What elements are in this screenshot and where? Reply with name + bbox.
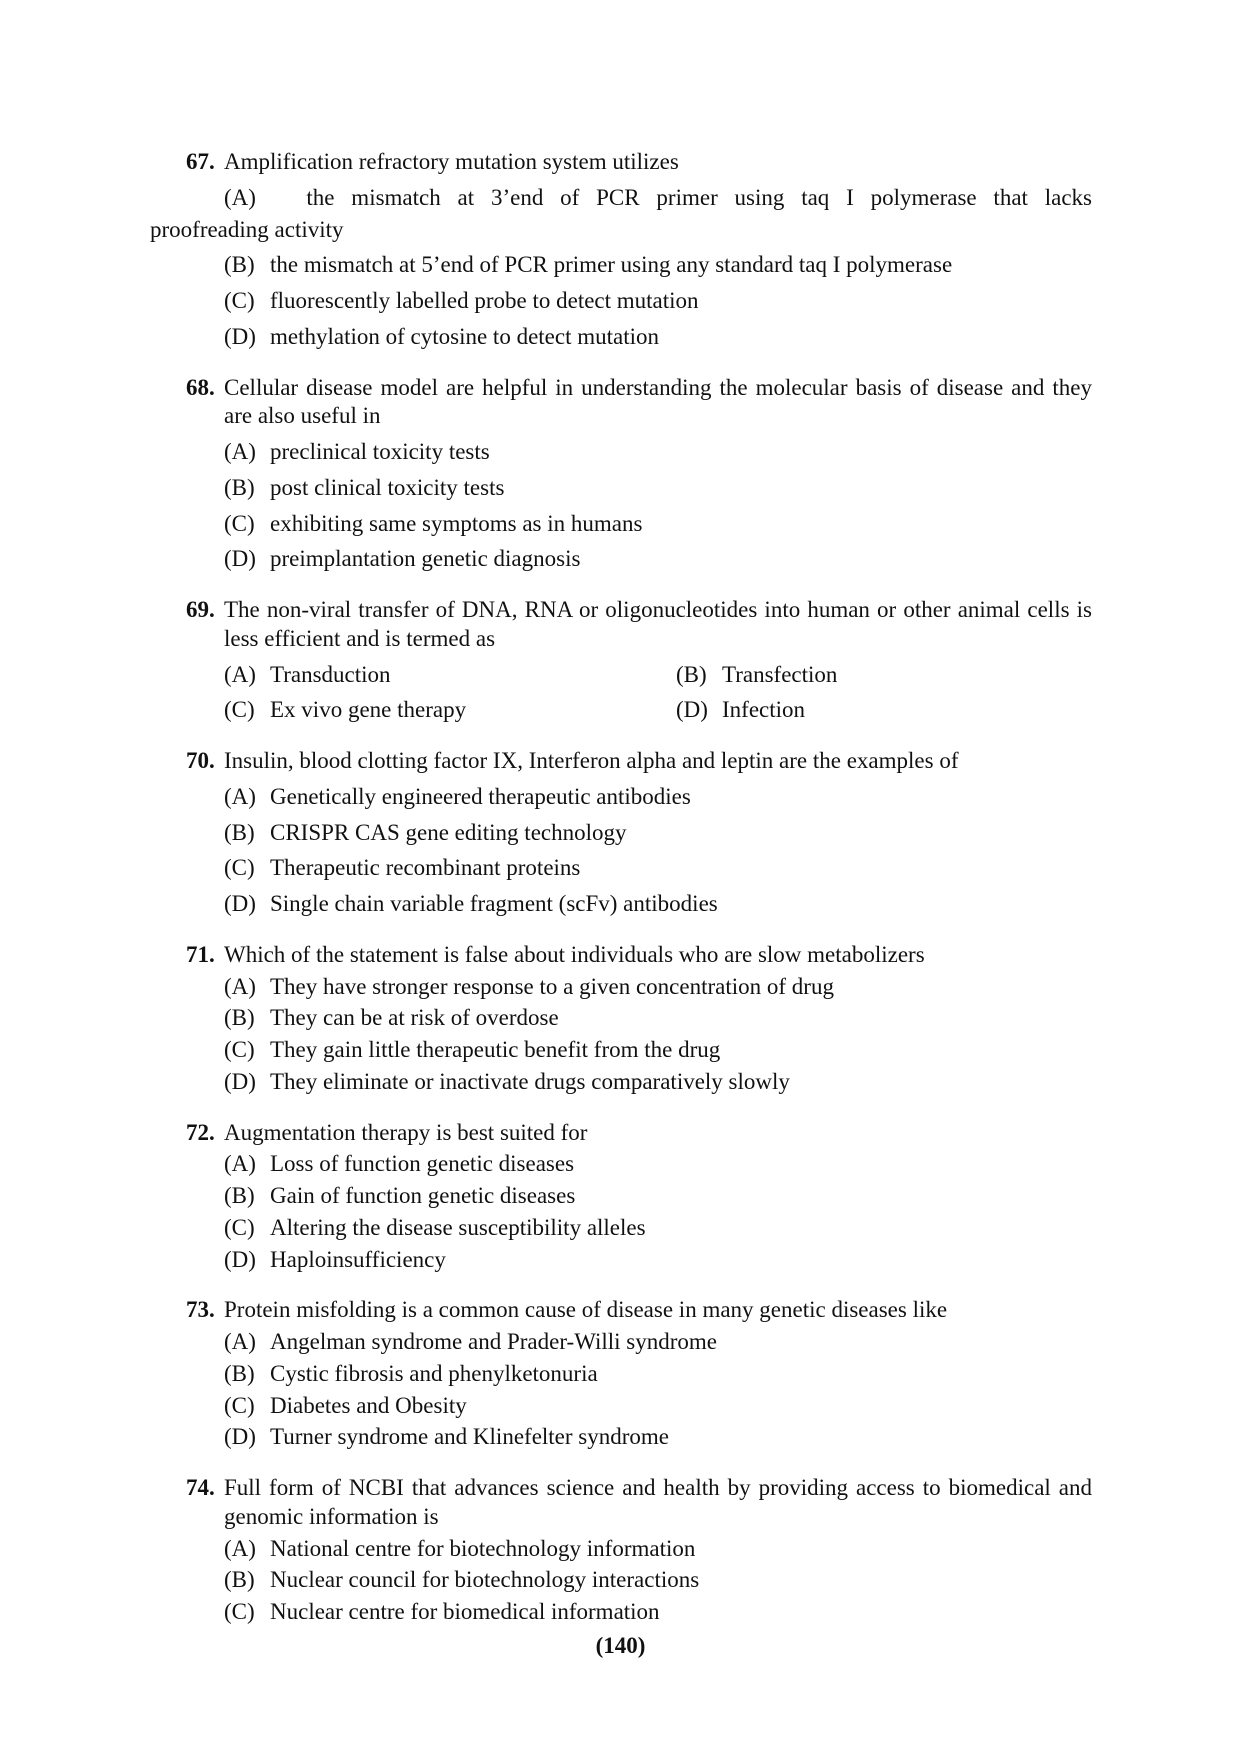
page-number: (140)	[595, 1633, 646, 1658]
option-text: National centre for biotechnology information	[270, 1535, 696, 1561]
option-text: Single chain variable fragment (scFv) antibodies	[270, 891, 718, 916]
option-text: preimplantation genetic diagnosis	[270, 546, 581, 572]
option-text: Altering the disease susceptibility alleles	[270, 1214, 646, 1240]
option-label: (C)	[224, 855, 255, 881]
question-74	[150, 1474, 1092, 1627]
option-text: Haploinsufficiency	[270, 1246, 446, 1272]
option-label: (C)	[224, 697, 255, 723]
option-text: Therapeutic recombinant proteins	[270, 855, 581, 881]
option-c	[150, 1036, 1092, 1065]
question-stem	[150, 374, 1092, 432]
question-stem	[150, 1474, 1092, 1532]
question-number: 72.	[186, 1119, 215, 1145]
question-number: 68.	[186, 374, 215, 400]
question-68	[150, 374, 1092, 575]
option-d	[150, 890, 1092, 919]
option-label: (A)	[224, 973, 256, 999]
option-text: Cystic fibrosis and phenylketonuria	[270, 1360, 598, 1386]
question-text: Augmentation therapy is best suited for	[224, 1119, 588, 1145]
option-text: post clinical toxicity tests	[270, 474, 505, 500]
question-number: 67.	[186, 149, 215, 174]
option-label: (C)	[224, 510, 255, 536]
option-text: They can be at risk of overdose	[270, 1005, 559, 1031]
option-a	[224, 661, 676, 690]
option-label: (D)	[676, 697, 708, 723]
option-text: They eliminate or inactivate drugs comparatively slowly	[270, 1068, 790, 1094]
option-b	[150, 1566, 1092, 1595]
option-label: (B)	[224, 1567, 255, 1593]
option-label: (C)	[224, 288, 255, 313]
option-c	[150, 1598, 1092, 1627]
option-b	[150, 819, 1092, 848]
option-text: Loss of function genetic diseases	[270, 1151, 575, 1177]
option-c	[150, 1392, 1092, 1421]
option-label: (D)	[224, 1424, 256, 1450]
question-stem	[150, 148, 1092, 177]
option-label: (B)	[224, 819, 255, 845]
option-label: (B)	[224, 1183, 255, 1208]
option-b	[676, 661, 1092, 690]
option-text: They have stronger response to a given concentration of drug	[270, 973, 834, 999]
question-70	[150, 747, 1092, 919]
option-b	[150, 474, 1092, 503]
option-a	[150, 1328, 1092, 1357]
option-c	[150, 854, 1092, 883]
option-d	[150, 545, 1092, 574]
question-text: Cellular disease model are helpful in understanding the molecular basis of disease and they are also useful in	[224, 374, 1092, 429]
option-label: (D)	[224, 891, 256, 916]
option-text: Angelman syndrome and Prader-Willi syndrome	[270, 1329, 718, 1354]
option-text: Nuclear centre for biomedical information	[270, 1599, 660, 1624]
option-label: (B)	[676, 661, 707, 687]
question-text: Insulin, blood clotting factor IX, Interferon alpha and leptin are the examples of	[224, 748, 959, 773]
option-label: (B)	[224, 474, 255, 500]
option-text: They gain little therapeutic benefit from the drug	[270, 1037, 721, 1062]
option-d	[150, 1423, 1092, 1452]
option-c	[150, 287, 1092, 316]
option-text: Infection	[722, 697, 806, 723]
option-text: CRISPR CAS gene editing technology	[270, 819, 627, 845]
option-a	[150, 973, 1092, 1002]
option-b	[150, 251, 1092, 280]
question-stem	[150, 596, 1092, 654]
option-label: (A)	[224, 184, 256, 210]
option-label: (D)	[224, 1068, 256, 1094]
option-label: (B)	[224, 1360, 255, 1386]
option-d	[676, 696, 1092, 725]
option-d	[150, 1246, 1092, 1275]
option-label: (C)	[224, 1214, 255, 1240]
question-72	[150, 1119, 1092, 1275]
option-text: Transfection	[722, 661, 838, 687]
option-b	[150, 1004, 1092, 1033]
question-text: Amplification refractory mutation system utilizes	[224, 149, 679, 174]
option-text: Ex vivo gene therapy	[270, 697, 467, 723]
option-text: Nuclear council for biotechnology interactions	[270, 1567, 700, 1593]
option-label: (A)	[224, 439, 256, 464]
option-label: (A)	[224, 661, 256, 687]
option-c	[150, 1214, 1092, 1243]
option-b	[150, 1182, 1092, 1211]
option-text: methylation of cytosine to detect mutation	[270, 323, 659, 349]
option-text: preclinical toxicity tests	[270, 439, 490, 464]
option-d	[150, 323, 1092, 352]
option-text: Genetically engineered therapeutic antibodies	[270, 783, 691, 809]
option-label: (B)	[224, 252, 255, 278]
option-label: (A)	[224, 1535, 256, 1561]
option-a	[150, 438, 1092, 467]
question-text: Full form of NCBI that advances science and health by providing access to biomedical and genomic information is	[224, 1475, 1092, 1529]
option-c	[224, 696, 676, 725]
question-number: 69.	[186, 597, 215, 622]
question-text: The non-viral transfer of DNA, RNA or oligonucleotides into human or other animal cells is less efficient and is termed as	[224, 597, 1092, 651]
option-text: Diabetes and Obesity	[270, 1392, 467, 1418]
option-a	[150, 184, 1092, 213]
question-page	[150, 148, 1092, 1649]
option-c	[150, 510, 1092, 539]
question-stem	[150, 1119, 1092, 1148]
question-stem	[150, 1296, 1092, 1325]
option-label: (D)	[224, 546, 256, 572]
option-label: (D)	[224, 323, 256, 349]
option-text: the mismatch at 5’end of PCR primer using any standard taq I polymerase	[270, 252, 953, 278]
option-label: (A)	[224, 1151, 256, 1177]
option-label: (D)	[224, 1246, 256, 1272]
option-label: (A)	[224, 1329, 256, 1354]
option-a	[150, 1535, 1092, 1564]
question-73	[150, 1296, 1092, 1452]
option-text: exhibiting same symptoms as in humans	[270, 510, 643, 536]
option-label: (C)	[224, 1599, 255, 1624]
option-label: (A)	[224, 783, 256, 809]
option-a	[150, 1150, 1092, 1179]
option-b	[150, 1360, 1092, 1389]
question-number: 71.	[186, 941, 215, 967]
question-stem	[150, 747, 1092, 776]
option-grid	[150, 661, 1092, 726]
option-text: Gain of function genetic diseases	[270, 1183, 576, 1208]
question-stem	[150, 941, 1092, 970]
question-67	[150, 148, 1092, 352]
question-number: 73.	[186, 1297, 215, 1323]
option-text: fluorescently labelled probe to detect mutation	[270, 288, 699, 313]
option-d	[150, 1068, 1092, 1097]
question-text: Protein misfolding is a common cause of disease in many genetic diseases like	[224, 1297, 948, 1323]
option-label: (C)	[224, 1037, 255, 1062]
option-a	[150, 783, 1092, 812]
option-text: Turner syndrome and Klinefelter syndrome	[270, 1424, 670, 1450]
option-label: (B)	[224, 1005, 255, 1031]
option-label: (C)	[224, 1392, 255, 1418]
question-text: Which of the statement is false about individuals who are slow metabolizers	[224, 941, 925, 967]
question-number: 74.	[186, 1475, 215, 1500]
option-text: the mismatch at 3’end of PCR primer using taq I polymerase that lacks	[306, 184, 1092, 210]
option-text: Transduction	[270, 661, 391, 687]
question-69	[150, 596, 1092, 725]
question-71	[150, 941, 1092, 1097]
option-a-continuation: proofreading activity	[150, 216, 344, 242]
question-number: 70.	[186, 748, 215, 773]
